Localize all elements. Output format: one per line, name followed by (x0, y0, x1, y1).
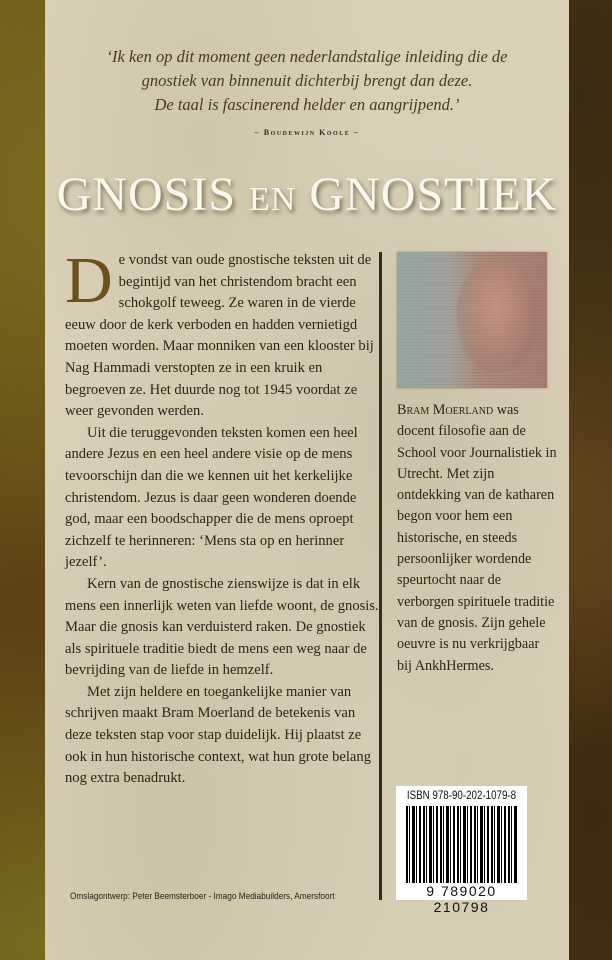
isbn-label: ISBN 978-90-202-1079-8 (406, 790, 517, 802)
author-name: Bram Moerland (397, 402, 494, 418)
cover-design-credit: Omslagontwerp: Peter Beemsterboer - Imago Mediabuilders, Amersfoort (70, 890, 335, 901)
blurb-paragraph: Uit die teruggevonden teksten komen een heel andere Jezus en een heel andere visie op de mens tevoorschijn dan die we kennen uit het kerkelijke christendom. Jezus is daar geen wonderen doende god, maar een boodschapper die de mens oproept zichzelf te herinneren: ‘Mens sta op en herinner jezelf’. (65, 424, 358, 571)
barcode-digits: 9 789020 210798 (399, 883, 524, 899)
back-cover-panel (45, 0, 569, 960)
isbn-barcode (396, 786, 527, 915)
review-quote (45, 45, 569, 117)
blurb-paragraph: Met zijn heldere en toegankelijke manier van schrijven maakt Bram Moerland de betekenis van deze teksten stap voor stap duidelijk. Hij plaatst ze ook in hun historische context, wat hun grote belang nog extra benadrukt. (65, 683, 371, 787)
title-word: GNOSIS (56, 168, 237, 221)
column-divider (379, 252, 382, 900)
title-word: GNOSTIEK (309, 168, 558, 221)
title-word: EN (249, 181, 297, 218)
quote-line: De taal is fascinerend helder en aangrijpend.’ (154, 95, 460, 114)
author-bio-text: was docent filosofie aan de School voor Journalistiek in Utrecht. Met zijn ontdekking van de katharen begon voor hem een historische, en steeds persoonlijker wordende speurtocht naar de verborgen spirituele traditie van de gnosis. Zijn gehele oeuvre is nu verkrijgbaar bij AnkhHermes. (397, 402, 557, 674)
drop-cap: D (65, 244, 113, 317)
portrait-image (457, 262, 537, 372)
blurb-text (65, 244, 380, 790)
book-title (45, 168, 569, 227)
quote-attribution: – Boudewijn Koole – (254, 128, 360, 137)
quote-line: ‘Ik ken op dit moment geen nederlandstalige inleiding die de (106, 47, 508, 66)
quote-line: gnostiek van binnenuit dichterbij brengt dan deze. (141, 71, 473, 90)
barcode-icon (406, 806, 518, 884)
blurb-paragraph: Kern van de gnostische zienswijze is dat in elk mens een innerlijk weten van liefde woont, de gnosis. Maar die gnosis kan verduisterd raken. De gnostiek als spirituele traditie biedt de mens een weg naar de bevrijding van de liefde in hemzelf. (65, 575, 379, 679)
author-bio (397, 400, 557, 677)
blurb-paragraph: De vondst van oude gnostische teksten uit de begintijd van het christendom bracht een schokgolf teweeg. Ze waren in de vierde eeuw door de kerk verboden en hadden vernietigd moeten worden. Maar monniken van een klooster bij Nag Hammadi verstopten ze in een kruik en begroeven ze. Het duurde nog tot 1945 voordat ze weer gevonden werden. (65, 244, 374, 420)
author-photo (397, 252, 547, 388)
